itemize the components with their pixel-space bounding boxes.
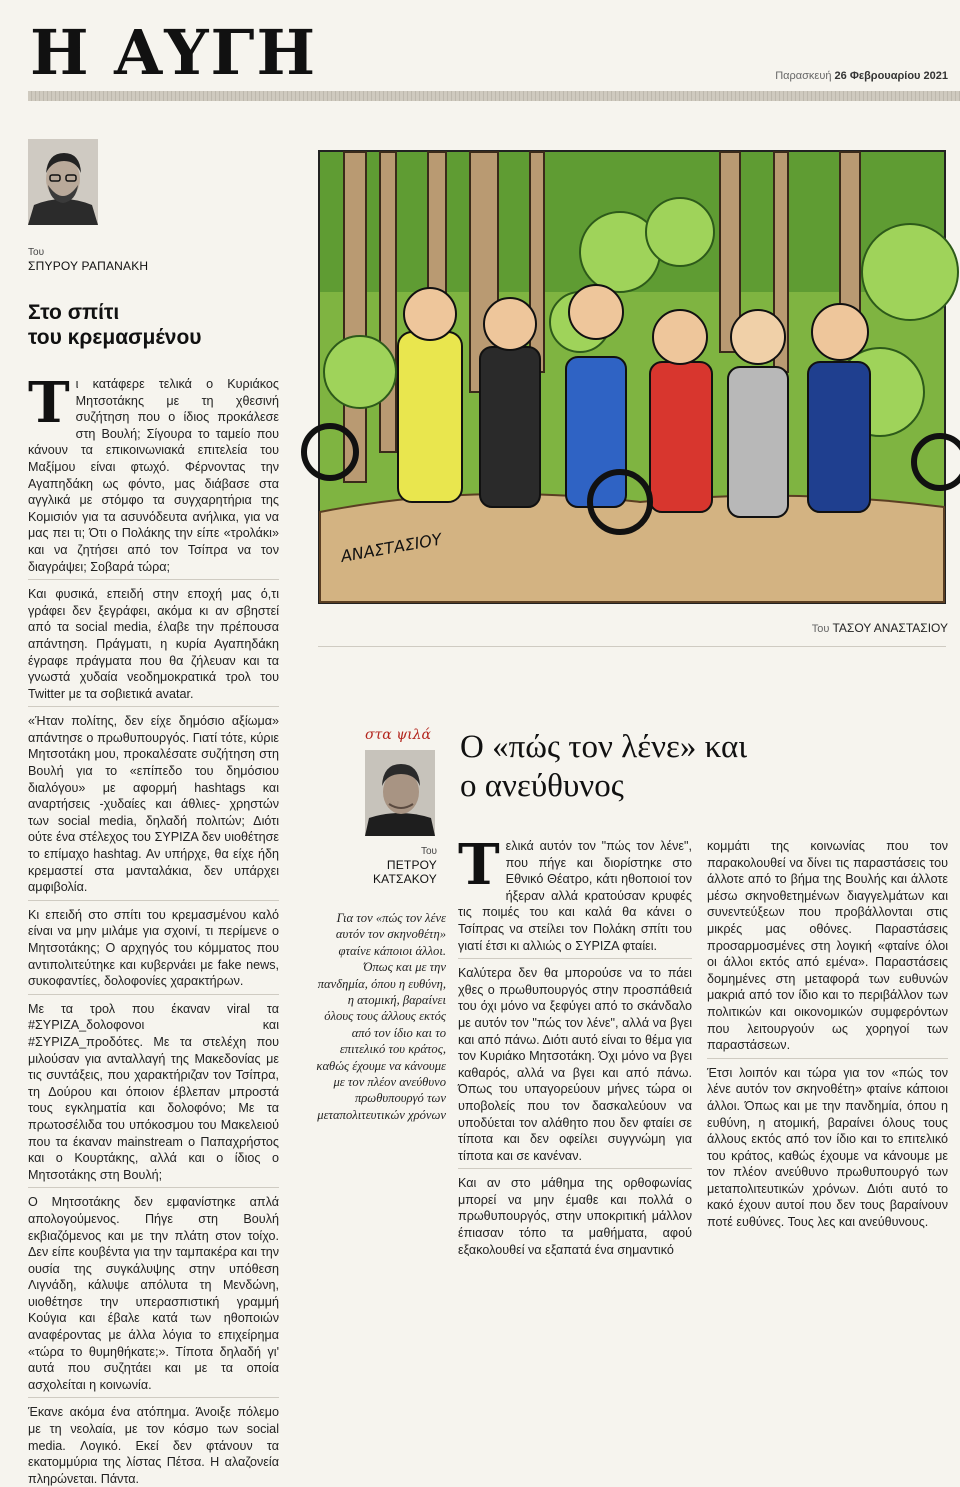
right-headline-line2: ο ανεύθυνος bbox=[460, 768, 624, 804]
author-name-right-line1: ΠΕΤΡΟΥ bbox=[386, 858, 437, 872]
left-paragraph-2: Και φυσικά, επειδή στην εποχή μας ό,τι γράφει δεν ξεγράφει, ακόμα κι αν σβηστεί από τα social media, έλαβε την πρέπουσα απάντηση. Πράγματι, η κυρία Αγαπηδάκη έγραφε πράγματα που θα ζήλευαν και τα γνωστά χυδαία νεοδημοκρατικά τρολ του Twitter με τα σοβιετικά avatar. bbox=[28, 587, 279, 701]
author-name-left: ΣΠΥΡΟΥ ΡΑΠΑΝΑΚΗ bbox=[28, 259, 149, 273]
left-paragraph-6: Ο Μητσοτάκης δεν εμφανίστηκε απλά απολογούμενος. Πήγε στη Βουλή εκβιαζόμενος και με την πλάτη στον τοίχο. Δεν είπε κουβέντα για την ταμπακέρα και την ουσία της συγκάλυψης στην υπόθεση Λιγνάδη, κάλυψε απόλυτα τη Μενδώνη, υιοθέτησε την υπερασπιστική γραμμή Κούγια και έβαλε κατά των ηθοποιών αναφέροντας με άλλα λόγια το επιχείρημα «τώρα το θυμηθήκατε;». Τίποτα δηλαδή γι' αυτά που συζητάει και με τα οποία ασχολείται η κοινωνία. bbox=[28, 1195, 279, 1392]
column-kicker: στα ψιλά bbox=[365, 727, 432, 743]
left-paragraph-7: Έκανε ακόμα ένα ατόπημα. Άνοιξε πόλεμο με τη νεολαία, με τον κόσμο των social media. Λογικό. Εκεί δεν φτάνουν τα εκατομμύρια της λίστας Πέτσα. Η αλαζονεία πληρώνεται. Πάντα. bbox=[28, 1405, 279, 1486]
author-photo-left bbox=[28, 139, 98, 225]
right-headline bbox=[460, 728, 940, 806]
left-headline-line2: του κρεμασμένου bbox=[28, 326, 202, 349]
author-portrait-left bbox=[28, 139, 98, 225]
right-headline-line1: Ο «πώς τον λένε» και bbox=[460, 729, 748, 765]
left-paragraph-5: Με τα τρολ που έκαναν viral τα #ΣΥΡΙΖΑ_δολοφονοι και #ΣΥΡΙΖΑ_προδότες. Με τα στελέχη που μιλούσαν για ανταλλαγή της Μακεδονίας με τις συντάξεις, που χαρακτήριζαν τον Τσίπρα, τη Δούρου και όποιον έβλεπαν μπροστά τους εγκληματία και δολοφόνο; Με τα πρωτοσέλιδα του υπόκοσμου του Μακελειού που τα έκαναν mainstream ο Παπαχρήστος και ο Κουρτάκης, αλλά και ο ίδιος ο Μητσοτάκης στη Βουλή; bbox=[28, 1001, 279, 1182]
left-headline bbox=[28, 300, 278, 350]
issue-date bbox=[775, 70, 948, 82]
cartoon-divider bbox=[318, 646, 946, 647]
left-drop-cap: Τ bbox=[28, 370, 70, 436]
right-drop-cap: Τ bbox=[458, 832, 500, 898]
right-paragraph-5: Έτσι λοιπόν και τώρα για τον «πώς τον λένε αυτόν τον σκηνοθέτη» φταίνε κάποιοι άλλοι. Όπως και με την πανδημία, όπου η ευθύνη, η ατομική, βαραίνει όλους τους άλλους εκτός από τον ίδιο και το επιτελικό του κράτος, καθώς έχουμε να κάνουμε με τον πλέον ανεύθυνο πρωθυπουργό των μεταπολιτευτικών χρόνων. Διότι αυτό το κακό έχουν αυτοί που δεν τους βαραίνουν ποτέ ευθύνες. Τους λες και ανεύθυνους. bbox=[707, 1065, 948, 1230]
right-paragraph-2: Καλύτερα δεν θα μπορούσε να το πάει χθες ο πρωθυπουργός στην προσπάθειά του όχι μόνο να ξεφύγει από το σκάνδαλο με αυτόν τον "πώς τον λένε", αλλά να βγει και από πάνω. Διότι αυτό είναι το θέμα για τον Κυριάκο Μητσοτάκη. Όχι μόνο να βγει καθαρός, αλλά να βγει και από πάνω. Όπως του υπαγορεύουν μήνες τώρα οι υποβολείς που τον δασκαλεύουν να υποδύεται τον αλάθητο που δεν φταίει σε τίποτα και δεν οφείλει συγγνώμη για τίποτα και σε κανέναν. bbox=[458, 966, 692, 1163]
left-paragraph-1: Τι κατάφερε τελικά ο Κυριάκος Μητσοτάκης με τη χθεσινή συζήτηση που ο ίδιος προκάλεσε στη Βουλή; Σίγουρα το ταμείο που κάνουν τα επικοινωνιακά επιτελεία του Μαξίμου είναι φτωχό. Φέρνοντας την Αγαπηδάκη ως φόντο, μας διάβασε στα αγγλικά με στόμφο τα συγχαρητήρια της Κομισιόν για τα ασυνόδευτα ανήλικα, για να μας πει τι; Ότι ο Πολάκης την είπε «τρολάκι» και να ζητήσει από τον Τσίπρα να τον διαγράψει; Σοβαρά τώρα; bbox=[28, 370, 279, 574]
masthead-divider bbox=[28, 91, 960, 101]
right-article-col2 bbox=[707, 838, 948, 1230]
right-paragraph-1: Τελικά αυτόν τον "πώς τον λένε", που πήγε και διορίστηκε στο Εθνικό Θέατρο, κάτι ηθοποιοί τον ήξεραν αλλά κρατούσαν κρυφές τις ποιμές του και καλά θα κάνει ο Τσίπρας να στείλει τον Πολάκη σπίτι του γιατί έτσι κι αλλιώς ο ΣΥΡΙΖΑ φταίει. bbox=[458, 832, 692, 953]
author-name-right-line2: ΚΑΤΣΑΚΟΥ bbox=[372, 872, 437, 886]
cartoon-credit-name: ΤΑΣΟΥ ΑΝΑΣΤΑΣΙΟΥ bbox=[832, 621, 948, 635]
left-headline-line1: Στο σπίτι bbox=[28, 301, 120, 324]
pull-quote: Για τον «πώς τον λένε αυτόν τον σκηνοθέτη» φταίνε κάποιοι άλλοι. Όπως και με την πανδημία, όπου η ευθύνη, η ατομική, βαραίνει όλους τους άλλους εκτός από τον ίδιο και το επιτελικό του κράτος, καθώς έχουμε να κάνουμε με τον πλέον ανεύθυνο πρωθυπουργό των μεταπολιτευτικών χρόνων bbox=[316, 911, 446, 1122]
cartoon-signature: ΑΝΑΣΤΑΣΙΟΥ bbox=[339, 529, 444, 566]
masthead-title: Η ΑΥΓΗ bbox=[30, 16, 318, 89]
left-paragraph-4: Κι επειδή στο σπίτι του κρεμασμένου καλό είναι να μην μιλάμε για σχοινί, τι περίμενε ο Μητσοτάκης; Ο αρχηγός του κόμματος που αντιπολιτεύτηκε και κυβερνάει με fake news, συκοφαντίες, δολοφονίες χαρακτήρων. bbox=[28, 907, 279, 989]
right-paragraph-3: Και αν στο μάθημα της ορθοφωνίας μπορεί να μην έμαθε και πολλά ο πρωθυπουργός, στην υποκριτική μάλλον έπιασαν τόπο τα μαθήματα, αφού εξακολουθεί να εξαπατά ένα σημαντικό bbox=[458, 1176, 692, 1257]
issue-date-value: 26 Φεβρουαρίου 2021 bbox=[834, 70, 948, 82]
cartoon-illustration bbox=[318, 150, 946, 604]
cartoon-credit bbox=[812, 621, 948, 635]
right-article-col1 bbox=[458, 832, 692, 1257]
author-portrait-right bbox=[365, 750, 435, 836]
author-label-left: Του bbox=[28, 247, 45, 258]
author-photo-right bbox=[365, 750, 435, 836]
right-paragraph-4: κομμάτι της κοινωνίας που τον παρακολουθεί να δίνει τις παραστάσεις του άλλοτε από το βήμα της Βουλής και άλλοτε μέσω σκηνοθετημένων διαγγελμάτων και συνεντεύξεων που προβάλλονται στις μικρές μας οθόνες. Παραστάσεις προσαρμοσμένες στη λογική «φταίνε όλοι οι άλλοι εκτός από εμένα». Παραστάσεις δομημένες στη μεταφορά των ευθυνών μακριά από τον ίδιο και το περιβάλλον των πολιτικών και οικονομικών συμφερόντων που λειτουργούν ως χορηγοί των παραστάσεων. bbox=[707, 839, 948, 1053]
left-article-body bbox=[28, 370, 279, 1486]
author-label-right: Του bbox=[420, 846, 437, 857]
cartoon-credit-label: Του bbox=[811, 623, 830, 635]
left-paragraph-3: «Ήταν πολίτης, δεν είχε δημόσιο αξίωμα» απάντησε ο πρωθυπουργός. Γιατί τότε, κύριε Μητσοτάκη μου, προκαλέσατε συζήτηση στη Βουλή για το «επίπεδο του δημόσιου διαλόγου» με αφορμή hashtags και αναρτήσεις -χυδαίες και άθλιες- χρηστών των social media, δηλαδή πολιτών; Διότι ούτε ένα στέλεχος του ΣΥΡΙΖΑ δεν υιοθέτησε το επίμαχο hashtag. Αν υπήρχε, θα είχε ήδη κρεμαστεί στα μανταλάκια, δεν υπάρχει αμφιβολία. bbox=[28, 714, 279, 895]
cartoon-drawing bbox=[320, 152, 944, 602]
author-name-right bbox=[340, 858, 437, 886]
issue-day: Παρασκευή bbox=[775, 70, 832, 82]
